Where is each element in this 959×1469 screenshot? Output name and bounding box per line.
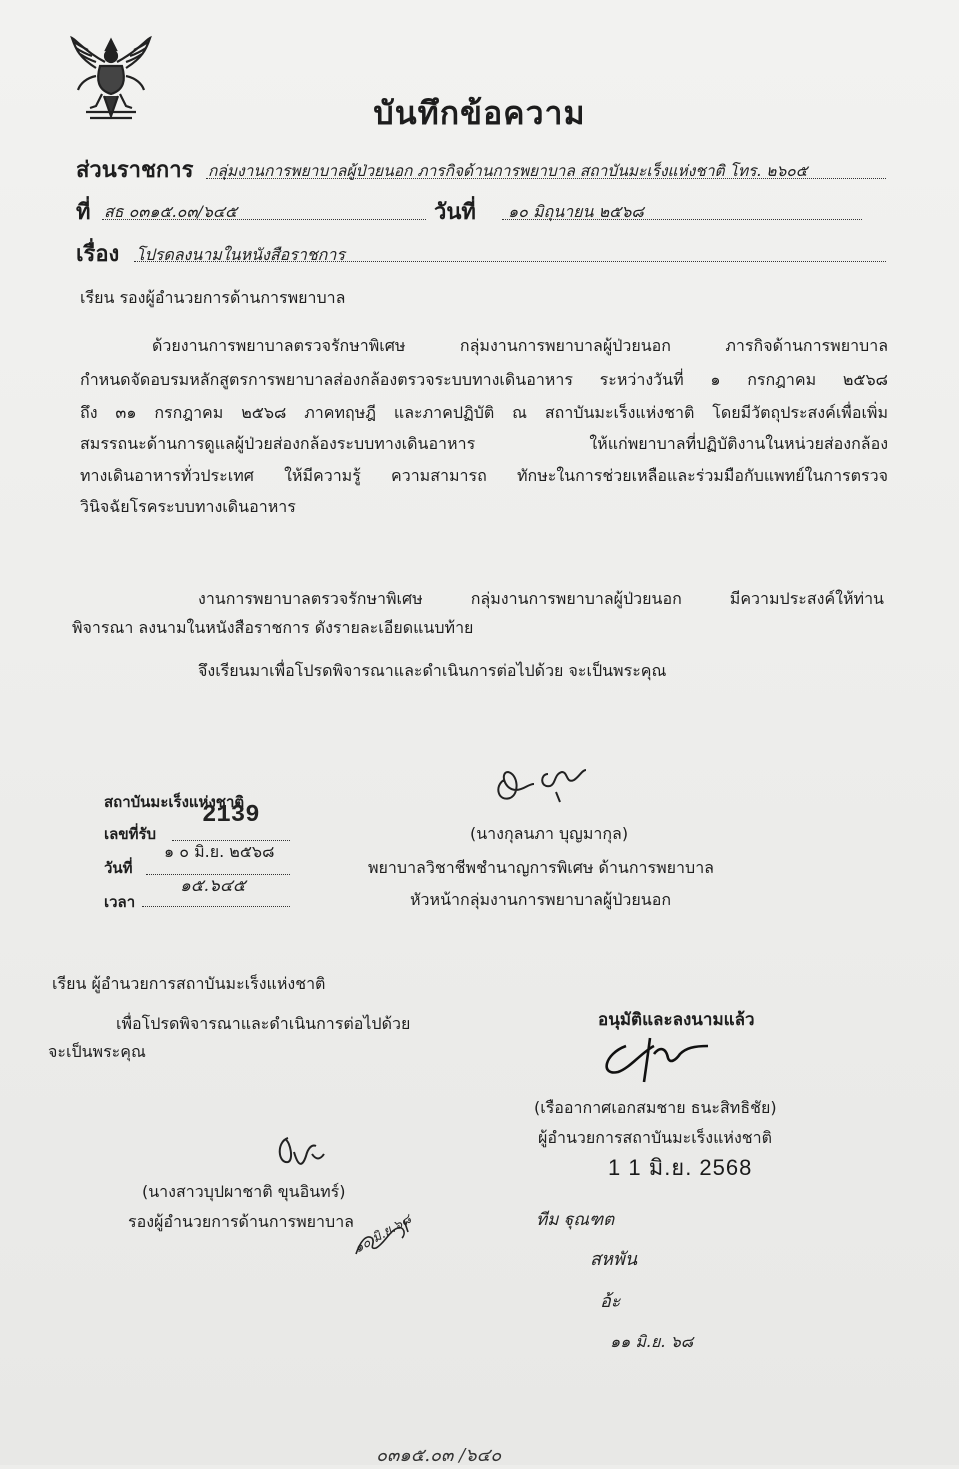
signer1-name: (นางกุลนภา บุญมากุล) <box>470 824 629 843</box>
para2-line2: พิจารณา ลงนามในหนังสือราชการ ดังรายละเอียดแนบท้าย <box>72 618 474 637</box>
salutation: เรียน รองผู้อำนวยการด้านการพยาบาล <box>80 288 346 307</box>
signature-buppachat <box>272 1130 332 1178</box>
date-label: วันที่ <box>434 200 476 225</box>
agency-underline <box>206 178 886 179</box>
note-line4: ๑๑ มิ.ย. ๖๘ <box>610 1332 694 1351</box>
signer1-position1: พยาบาลวิชาชีพชำนาญการพิเศษ ด้านการพยาบาล <box>368 858 714 877</box>
forward-to: เรียน ผู้อำนวยการสถาบันมะเร็งแห่งชาติ <box>52 974 326 993</box>
para1-line1: ด้วยงานการพยาบาลตรวจรักษาพิเศษ กลุ่มงานการพยาบาลผู้ป่วยนอก ภารกิจด้านการพยาบาล <box>152 336 888 355</box>
approval-text: อนุมัติและลงนามแล้ว <box>598 1010 755 1030</box>
subject-value: โปรดลงนามในหนังสือราชการ <box>136 245 345 264</box>
stamp-org: สถาบันมะเร็งแห่งชาติ <box>104 793 245 811</box>
note-line2: สหพัน <box>590 1249 638 1270</box>
para1-line6: วินิจฉัยโรคระบบทางเดินอาหาร <box>80 497 296 516</box>
signature-buppachat-initial <box>346 1214 416 1264</box>
signature-director <box>596 1024 716 1088</box>
stamp-recv-label: เลขที่รับ <box>104 825 157 843</box>
stamp-time-label: เวลา <box>104 893 136 911</box>
para1-line3: ถึง ๓๑ กรกฎาคม ๒๕๖๘ ภาคทฤษฎี และภาคปฏิบัติ ณ สถาบันมะเร็งแห่งชาติ โดยมีวัตถุประสงค์เพื่อเพิ่ม <box>80 403 888 422</box>
para2-line1: งานการพยาบาลตรวจรักษาพิเศษ กลุ่มงานการพยาบาลผู้ป่วยนอก มีความประสงค์ให้ท่าน <box>198 589 884 608</box>
stamp-time-value: ๑๕.๖๔๕ <box>180 876 246 896</box>
para1-line2: กำหนดจัดอบรมหลักสูตรการพยาบาลส่องกล้องตรวจระบบทางเดินอาหาร ระหว่างวันที่ ๑ กรกฎาคม ๒๕๖๘ <box>80 370 888 389</box>
agency-label: ส่วนราชการ <box>76 158 194 183</box>
signature-stroke <box>498 770 586 802</box>
forward-line3: จะเป็นพระคุณ <box>48 1042 146 1061</box>
approval-name: (เรืออากาศเอกสมชาย ธนะสิทธิชัย) <box>534 1098 777 1117</box>
approval-position: ผู้อำนวยการสถาบันมะเร็งแห่งชาติ <box>538 1128 772 1147</box>
agency-value: กลุ่มงานการพยาบาลผู้ป่วยนอก ภารกิจด้านการพยาบาล สถาบันมะเร็งแห่งชาติ โทร. ๒๖๐๕ <box>208 162 808 180</box>
document-title: บันทึกข้อความ <box>373 94 586 132</box>
signer2-note: ๑๐ มิ.ย.๖๘ <box>352 1211 415 1257</box>
number-value: สธ ๐๓๑๕.๐๓/๖๔๕ <box>104 202 238 221</box>
subject-underline <box>134 261 886 262</box>
note-line3: อ้ะ <box>600 1291 621 1312</box>
signature-kulnapa <box>490 760 600 816</box>
stamp-recv-number: 2139 <box>202 802 260 829</box>
stamp-date-label: วันที่ <box>104 859 133 877</box>
para1-line4: สมรรถนะด้านการดูแลผู้ป่วยส่องกล้องระบบทางเดินอาหาร ให้แก่พยาบาลที่ปฏิบัติงานในหน่วยส่องกล้อง <box>80 434 888 453</box>
number-underline <box>102 219 426 220</box>
number-label: ที่ <box>76 200 91 225</box>
approval-date-stamp: 1 1 มิ.ย. 2568 <box>608 1155 753 1180</box>
signer2-position: รองผู้อำนวยการด้านการพยาบาล <box>128 1212 354 1231</box>
date-value: ๑๐ มิถุนายน ๒๕๖๘ <box>508 202 644 221</box>
stamp-time-underline <box>142 906 290 907</box>
para1-line5: ทางเดินอาหารทั่วประเทศ ให้มีความรู้ ความสามารถ ทักษะในการช่วยเหลือและร่วมมือกับแพทย์ในการตรวจ <box>80 466 888 485</box>
signer1-position2: หัวหน้ากลุ่มงานการพยาบาลผู้ป่วยนอก <box>410 890 672 909</box>
note-line1: ทีม ฐุณฑต <box>536 1210 615 1230</box>
signer2-name: (นางสาวบุปผาชาติ ขุนอินทร์) <box>142 1182 346 1201</box>
date-underline <box>502 219 862 220</box>
bottom-doc-number: ๐๓๑๕.๐๓ /๖๔๐ <box>376 1445 502 1466</box>
stamp-date-value: ๑ ๐ มิ.ย. ๒๕๖๘ <box>164 842 275 861</box>
subject-label: เรื่อง <box>76 242 120 267</box>
closing-line: จึงเรียนมาเพื่อโปรดพิจารณาและดำเนินการต่อไปด้วย จะเป็นพระคุณ <box>198 661 667 680</box>
forward-line2: เพื่อโปรดพิจารณาและดำเนินการต่อไปด้วย <box>116 1014 411 1033</box>
